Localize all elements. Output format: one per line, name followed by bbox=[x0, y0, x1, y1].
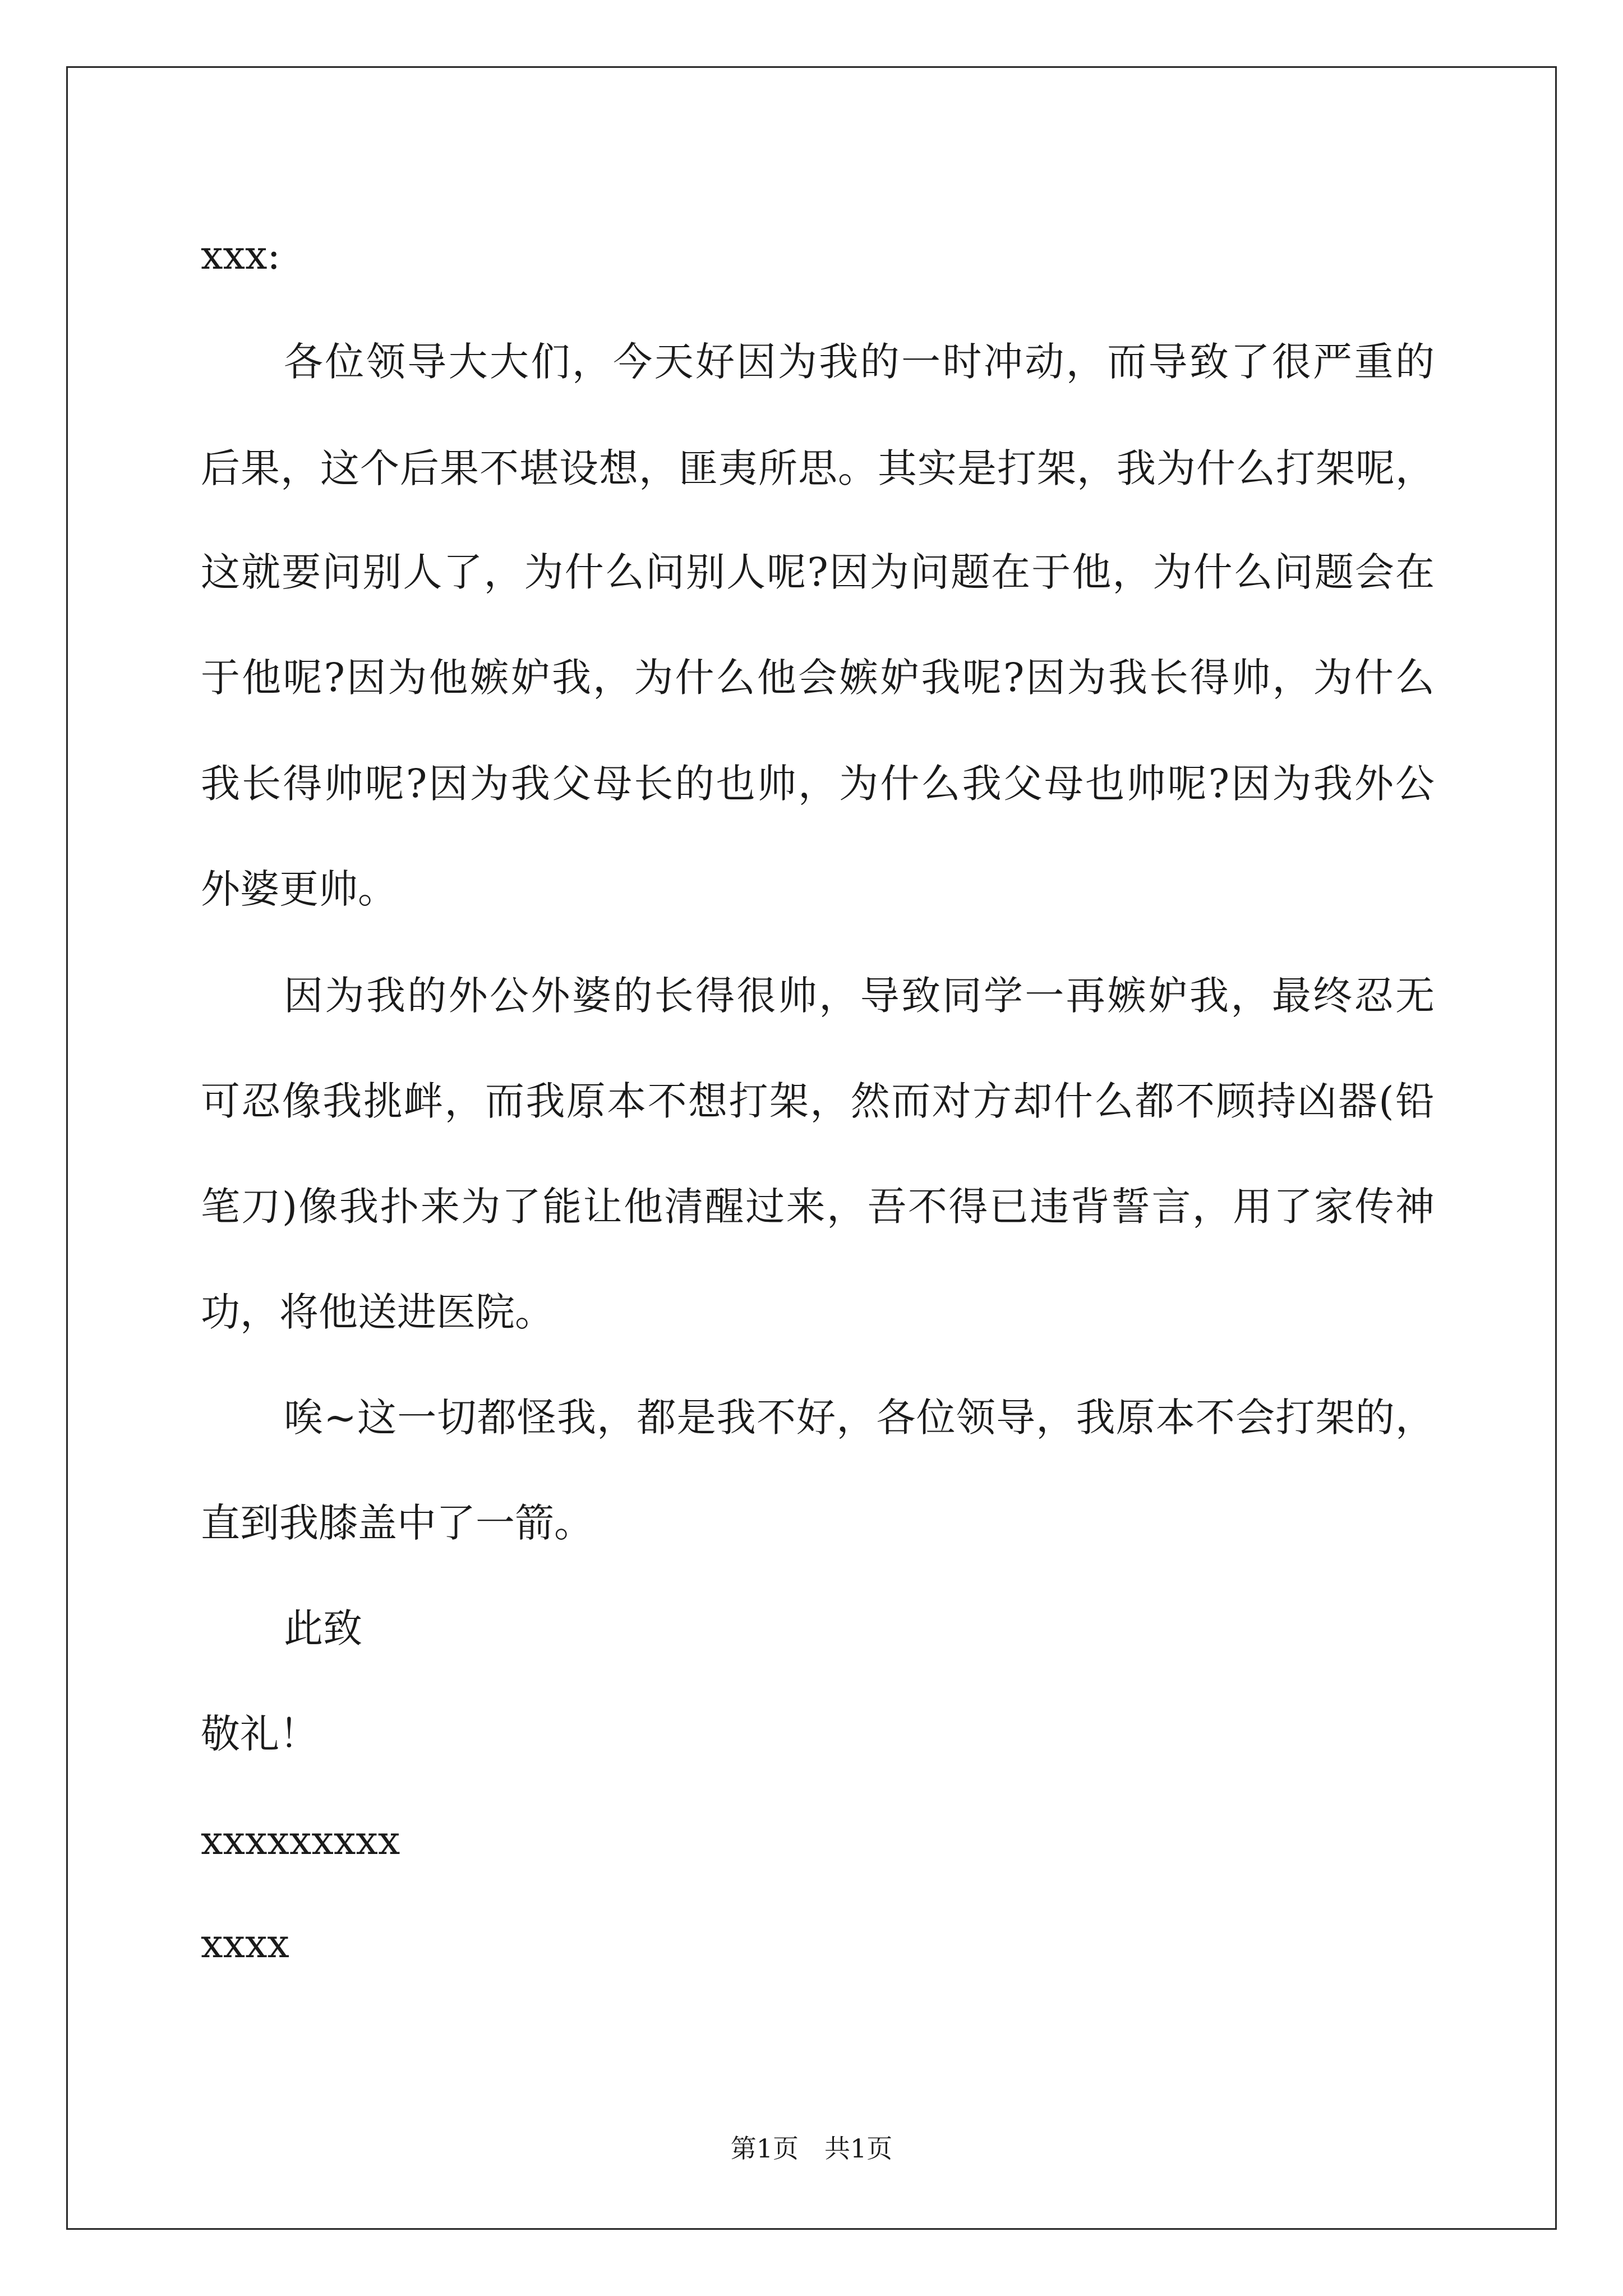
page-footer: 第1页 共1页 bbox=[730, 2133, 893, 2164]
signature: xxxxxxxxx bbox=[201, 1818, 400, 1864]
closing: 此致 bbox=[284, 1605, 362, 1651]
page-border bbox=[66, 66, 1557, 2230]
paragraph-1-line-4: 于他呢?因为他嫉妒我，为什么他会嫉妒我呢?因为我长得帅，为什么 bbox=[201, 655, 1435, 701]
paragraph-2-line-1: 因为我的外公外婆的长得很帅，导致同学一再嫉妒我，最终忍无 bbox=[284, 973, 1435, 1019]
regards: 敬礼！ bbox=[201, 1711, 319, 1757]
paragraph-1-line-3: 这就要问别人了，为什么问别人呢?因为问题在于他，为什么问题会在 bbox=[201, 549, 1435, 595]
paragraph-1-line-1: 各位领导大大们，今天好因为我的一时冲动，而导致了很严重的 bbox=[284, 339, 1435, 385]
date: xxxx bbox=[201, 1921, 289, 1967]
paragraph-3-line-2: 直到我膝盖中了一箭。 bbox=[201, 1500, 593, 1546]
paragraph-2-line-3: 笔刀)像我扑来为了能让他清醒过来，吾不得已违背誓言，用了家传神 bbox=[201, 1184, 1435, 1230]
paragraph-2-line-4: 功，将他送进医院。 bbox=[201, 1289, 554, 1335]
paragraph-1-line-5: 我长得帅呢?因为我父母长的也帅，为什么我父母也帅呢?因为我外公 bbox=[201, 761, 1435, 807]
paragraph-2-line-2: 可忍像我挑衅，而我原本不想打架，然而对方却什么都不顾持凶器(铅 bbox=[201, 1078, 1435, 1124]
paragraph-1-line-2: 后果，这个后果不堪设想，匪夷所思。其实是打架，我为什么打架呢， bbox=[201, 445, 1435, 491]
paragraph-3-line-1: 唉~这一切都怪我，都是我不好，各位领导，我原本不会打架的， bbox=[284, 1395, 1435, 1441]
salutation: xxx: bbox=[201, 232, 281, 278]
paragraph-1-line-6: 外婆更帅。 bbox=[201, 866, 397, 912]
